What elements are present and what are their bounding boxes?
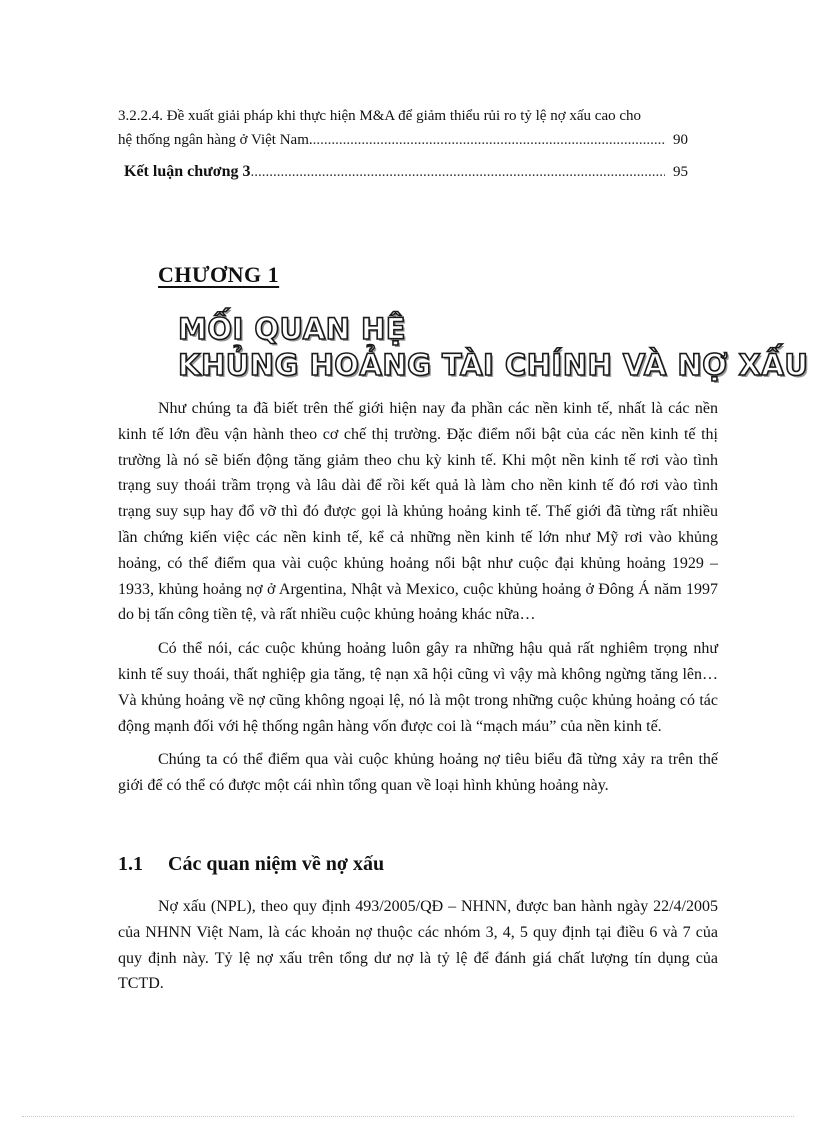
section-title: Các quan niệm về nợ xấu bbox=[168, 853, 385, 875]
section-heading bbox=[118, 853, 384, 876]
toc-leader-dots bbox=[313, 128, 665, 152]
chapter-title-line1: MỐI QUAN HỆ bbox=[178, 312, 407, 346]
toc-item-text-line1: 3.2.2.4. Đề xuất giải pháp khi thực hiện M&A để giảm thiểu rủi ro tỷ lệ nợ xấu cao cho bbox=[118, 108, 642, 124]
page-footer-rule bbox=[22, 1116, 794, 1117]
paragraph: Chúng ta có thể điểm qua vài cuộc khủng hoảng nợ tiêu biểu đã từng xảy ra trên thế giới để có thể có được một cái nhìn tổng quan về loại hình khủng hoảng này. bbox=[118, 751, 718, 795]
section-number: 1.1 bbox=[118, 853, 143, 875]
toc-item-3-2-2-4[interactable] bbox=[118, 104, 688, 152]
chapter-title bbox=[178, 311, 808, 383]
paragraph: Có thể nói, các cuộc khủng hoảng luôn gây ra những hậu quả rất nghiêm trọng như kinh tế suy thoái, thất nghiệp gia tăng, tệ nạn xã hội cũng vì vậy mà không ngừng tăng lên… Và khủng hoảng về nợ cũng không ngoại lệ, nó là một trong những cuộc khủng hoảng có tác động mạnh đối với hệ thống ngân hàng vốn được coi là “mạch máu” của nền kinh tế. bbox=[118, 640, 718, 735]
paragraph: Nợ xấu (NPL), theo quy định 493/2005/QĐ – NHNN, được ban hành ngày 22/4/2005 của NHNN Việt Nam, là các khoản nợ thuộc các nhóm 3, 4, 5 quy định tại điều 6 và 7 của quy định này. Tỷ lệ nợ xấu trên tổng dư nợ là tỷ lệ để đánh giá chất lượng tín dụng của TCTD. bbox=[118, 898, 718, 993]
toc-leader-dots bbox=[250, 160, 665, 184]
toc-page-number: 90 bbox=[673, 132, 688, 148]
section-body bbox=[118, 894, 718, 1005]
toc-item-text-line2: hệ thống ngân hàng ở Việt Nam. bbox=[118, 132, 313, 148]
chapter-intro bbox=[118, 396, 718, 807]
chapter-title-line2: KHỦNG HOẢNG TÀI CHÍNH VÀ NỢ XẤU bbox=[178, 348, 809, 382]
toc-conclusion-label: Kết luận chương 3 bbox=[124, 163, 251, 180]
paragraph: Như chúng ta đã biết trên thế giới hiện nay đa phần các nền kinh tế, nhất là các nền kinh tế lớn đều vận hành theo cơ chế thị trường. Đặc điểm nổi bật của các nền kinh tế thị trường là nó sẽ biến động tăng giảm theo chu kỳ kinh tế. Khi một nền kinh tế rơi vào tình trạng suy thoái trầm trọng và lâu dài để rồi kết quả là làm cho nền kinh tế đó rơi vào tình trạng suy sụp hay đổ vỡ thì đó được gọi là khủng hoảng kinh tế. Thế giới đã từng rất nhiều lần chứng kiến việc các nền kinh tế, kể cả những nền kinh tế lớn như Mỹ rơi vào khủng hoảng, có thể điểm qua vài cuộc khủng hoảng nổi bật như cuộc đại khủng hoảng 1929 – 1933, khủng hoảng nợ ở Argentina, Nhật và Mexico, cuộc khủng hoảng ở Đông Á năm 1997 do bị tấn công tiền tệ, và rất nhiều cuộc khủng hoảng khác nữa… bbox=[118, 400, 718, 624]
chapter-label: CHƯƠNG 1 bbox=[158, 262, 280, 287]
toc-item-conclusion[interactable] bbox=[124, 160, 688, 184]
toc-page-number: 95 bbox=[673, 164, 688, 180]
